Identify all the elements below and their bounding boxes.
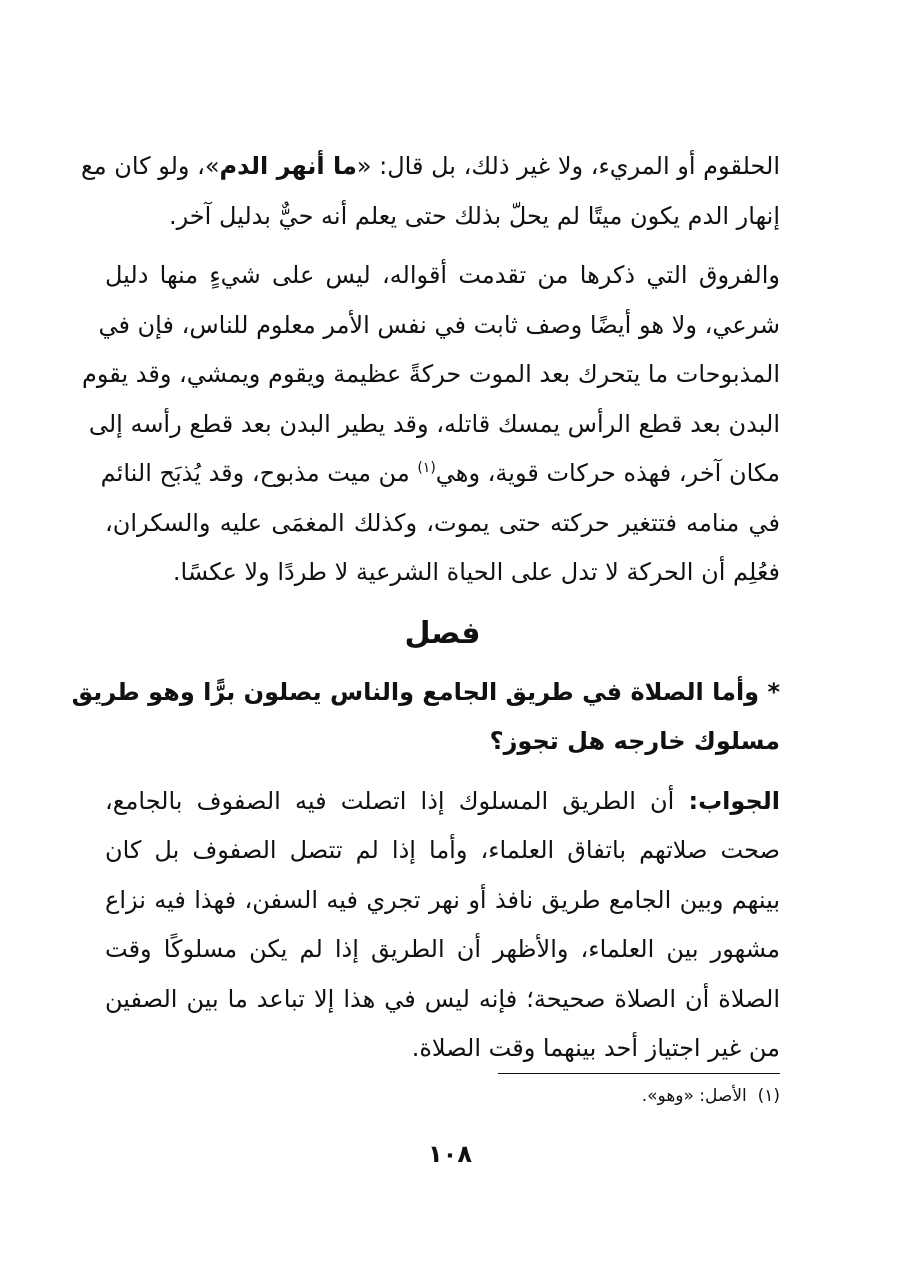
paragraph-2 [82, 251, 780, 598]
text-line: البدن بعد قطع الرأس يمسك قاتله، وقد يطير البدن بعد قطع رأسه إلى [88, 409, 780, 438]
section-heading: فصل [404, 615, 481, 651]
text-line: مكان آخر، فهذه حركات قوية، وهي$^{(١)}$ من ميت مذبوح، وقد يُذبَح النائم [100, 459, 780, 487]
footnote [642, 1086, 780, 1106]
footnote-ref: (١) [417, 460, 436, 476]
text-line: بينهم وبين الجامع طريق نافذ أو نهر تجري فيه السفن، فهذا فيه نزاع [105, 885, 780, 914]
text-line: والفروق التي ذكرها من تقدمت أقواله، ليس على شيءٍ منها دليل [105, 261, 780, 289]
text-line: الصلاة أن الصلاة صحيحة؛ فإنه ليس في هذا إلا تباعد ما بين الصفين [105, 984, 780, 1013]
footnote-marker: (١) [757, 1086, 780, 1106]
answer-label: الجواب: [688, 786, 780, 815]
question [71, 668, 780, 767]
text-line: في منامه فتتغير حركته حتى يموت، وكذلك المغمَى عليه والسكران، [105, 508, 780, 537]
text-line: شرعي، ولا هو أيضًا وصف ثابت في نفس الأمر معلوم للناس، فإن في [98, 310, 780, 339]
text-line: مشهور بين العلماء، والأظهر أن الطريق إذا لم يكن مسلوكًا وقت [105, 935, 780, 963]
text-line: من غير اجتياز أحد بينهما وقت الصلاة. [411, 1034, 780, 1062]
footnote-text: الأصل: «وهو». [641, 1086, 747, 1106]
text-line: الحلقوم أو المريء، ولا غير ذلك، بل قال: «ما أنهر الدم»، ولو كان مع [80, 152, 780, 180]
page-body [71, 142, 780, 1074]
text-line: صحت صلاتهم باتفاق العلماء، وأما إذا لم تتصل الصفوف بل كان [105, 836, 780, 864]
text-line: إنهار الدم يكون ميتًا لم يحلّ بذلك حتى يعلم أنه حيٌّ بدليل آخر. [168, 201, 780, 230]
text-line: الجواب: أن الطريق المسلوك إذا اتصلت فيه الصفوف بالجامع، [105, 786, 780, 815]
text-line: فعُلِم أن الحركة لا تدل على الحياة الشرعية لا طردًا ولا عكسًا. [172, 558, 780, 586]
paragraph-1 [80, 142, 780, 241]
question-line: مسلوك خارجه هل تجوز؟ [489, 727, 780, 755]
answer [105, 777, 780, 1074]
question-line: * وأما الصلاة في طريق الجامع والناس يصلون برًّا وهو طريق [71, 677, 780, 706]
quoted-hadith: ما أنهر الدم [219, 152, 357, 180]
footnote-divider [498, 1073, 780, 1074]
text-line: المذبوحات ما يتحرك بعد الموت حركةً عظيمة ويقوم ويمشي، وقد يقوم [82, 360, 780, 388]
page-number: ١٠٨ [428, 1140, 472, 1168]
